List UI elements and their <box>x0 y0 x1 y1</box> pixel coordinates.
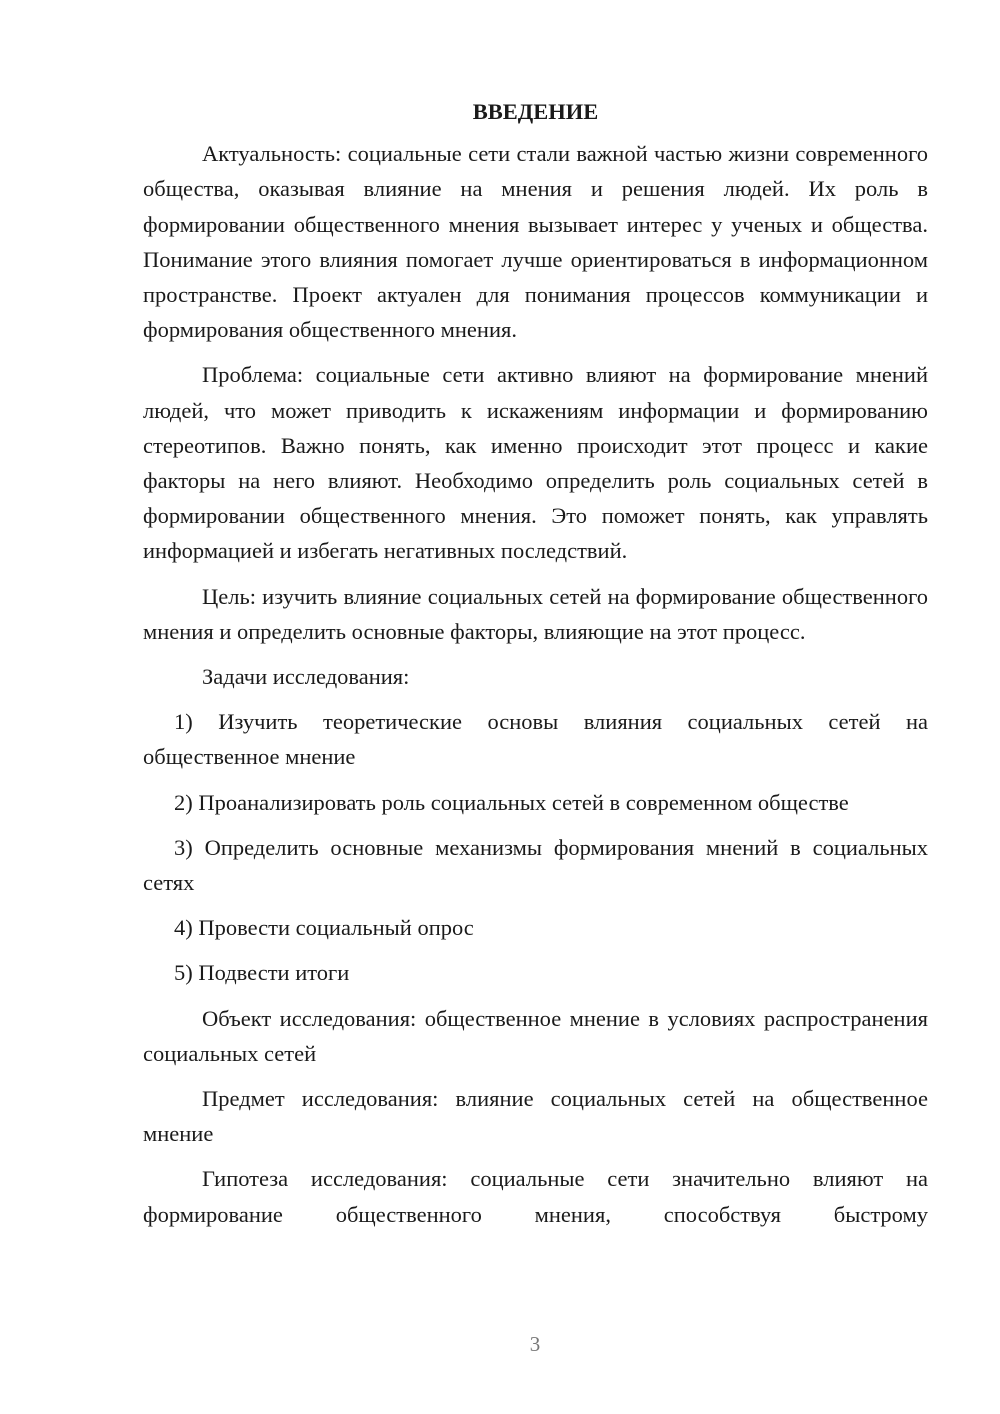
task-item-5: 5) Подвести итоги <box>174 960 350 986</box>
task-item-1: 1) Изучить теоретические основы влияния социальных сетей на общественное мнение <box>143 709 928 770</box>
relevance-paragraph: Актуальность: социальные сети стали важной частью жизни современного общества, оказывая влияние на мнения и решения людей. Их роль в формировании общественного мнения вызывает интерес у ученых и общества. Понимание этого влияния помогает лучше ориентироваться в информационном пространстве. Проект актуален для понимания процессов коммуникации и формирования общественного мнения. <box>143 141 928 343</box>
task-item-4: 4) Провести социальный опрос <box>174 915 474 941</box>
goal-paragraph: Цель: изучить влияние социальных сетей на формирование общественного мнения и определить основные факторы, влияющие на этот процесс. <box>143 583 928 644</box>
document-body <box>143 94 928 1232</box>
research-object-paragraph: Объект исследования: общественное мнение в условиях распространения социальных сетей <box>143 1005 928 1066</box>
hypothesis-paragraph: Гипотеза исследования: социальные сети значительно влияют на формирование общественного мнения, способствуя быстрому <box>143 1166 928 1227</box>
research-subject-paragraph: Предмет исследования: влияние социальных сетей на общественное мнение <box>143 1086 928 1147</box>
task-item-2: 2) Проанализировать роль социальных сетей в современном обществе <box>174 789 849 815</box>
problem-paragraph: Проблема: социальные сети активно влияют на формирование мнений людей, что может приводить к искажениям информации и формированию стереотипов. Важно понять, как именно происходит этот процесс и какие факторы на него влияют. Необходимо определить роль социальных сетей в формировании общественного мнения. Это поможет понять, как управлять информацией и избегать негативных последствий. <box>143 362 928 564</box>
task-item-3: 3) Определить основные механизмы формирования мнений в социальных сетях <box>143 834 928 896</box>
tasks-heading: Задачи исследования: <box>202 664 410 690</box>
section-heading: ВВЕДЕНИЕ <box>472 99 599 124</box>
page-number: 3 <box>529 1332 541 1356</box>
